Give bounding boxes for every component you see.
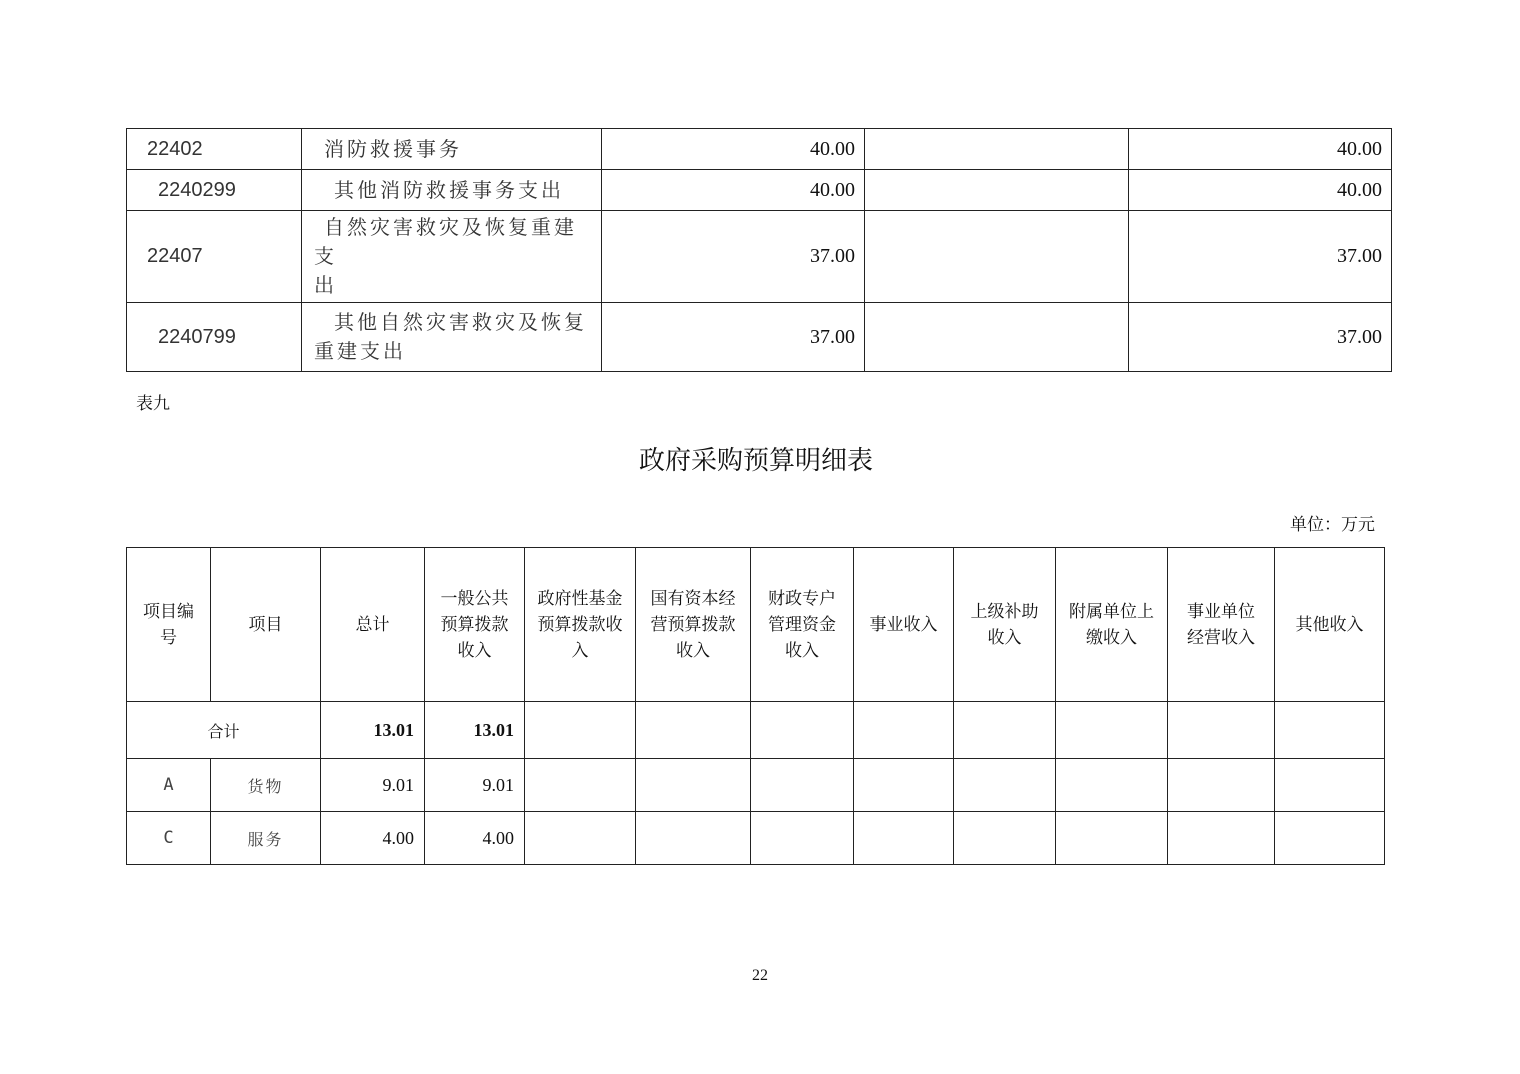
empty-cell [751,759,854,812]
empty-cell [1056,812,1168,865]
row-general-budget: 4.00 [425,812,525,865]
header-general-budget: 一般公共 预算拨款 收入 [425,548,525,702]
row-total: 4.00 [321,812,425,865]
table-row [127,759,1385,812]
empty-cell [636,759,751,812]
empty-cell [525,702,636,759]
header-special-account: 财政专户 管理资金 收入 [751,548,854,702]
subject-name: 其他自然灾害救灾及恢复 重建支出 [302,303,602,372]
project-code: C [127,812,211,865]
amount-cell [865,129,1129,170]
header-state-capital: 国有资本经 营预算拨款 收入 [636,548,751,702]
header-project: 项目 [211,548,321,702]
amount-cell [865,211,1129,303]
subject-code: 22402 [127,129,302,170]
row-general-budget: 9.01 [425,759,525,812]
amount-cell: 40.00 [602,170,865,211]
empty-cell [636,812,751,865]
total-row [127,702,1385,759]
empty-cell [954,759,1056,812]
empty-cell [1056,702,1168,759]
empty-cell [1056,759,1168,812]
empty-cell [854,759,954,812]
empty-cell [854,812,954,865]
amount-cell: 37.00 [1129,303,1392,372]
empty-cell [854,702,954,759]
empty-cell [751,812,854,865]
subject-code: 2240299 [127,170,302,211]
header-gov-fund: 政府性基金 预算拨款收 入 [525,548,636,702]
project-name: 服务 [211,812,321,865]
empty-cell [1275,702,1385,759]
amount-cell [865,303,1129,372]
amount-cell: 37.00 [1129,211,1392,303]
project-code: A [127,759,211,812]
unit-label: 单位：万元 [1290,515,1375,535]
header-affiliated-income: 附属单位上 缴收入 [1056,548,1168,702]
table-row [127,303,1392,372]
empty-cell [751,702,854,759]
procurement-budget-table [126,547,1385,865]
empty-cell [1168,759,1275,812]
empty-cell [954,702,1056,759]
page-number: 22 [752,967,768,984]
amount-cell: 40.00 [1129,129,1392,170]
empty-cell [954,812,1056,865]
table-row [127,129,1392,170]
project-name: 货物 [211,759,321,812]
empty-cell [1168,702,1275,759]
table-row [127,812,1385,865]
expenditure-table [126,128,1392,372]
amount-cell: 37.00 [602,303,865,372]
empty-cell [1275,759,1385,812]
table-row [127,170,1392,211]
subject-code: 2240799 [127,303,302,372]
page-title: 政府采购预算明细表 [638,446,873,476]
table-caption: 表九 [136,394,170,414]
header-superior-subsidy: 上级补助 收入 [954,548,1056,702]
empty-cell [525,759,636,812]
header-operating-income: 事业单位 经营收入 [1168,548,1275,702]
subject-code: 22407 [127,211,302,303]
row-total: 9.01 [321,759,425,812]
subject-name: 其他消防救援事务支出 [302,170,602,211]
empty-cell [1275,812,1385,865]
total-label: 合计 [127,702,321,759]
empty-cell [636,702,751,759]
amount-cell [865,170,1129,211]
header-row [127,548,1385,702]
total-amount: 13.01 [321,702,425,759]
amount-cell: 37.00 [602,211,865,303]
subject-name: 自然灾害救灾及恢复重建支 出 [302,211,602,303]
total-general-budget: 13.01 [425,702,525,759]
empty-cell [525,812,636,865]
amount-cell: 40.00 [1129,170,1392,211]
header-total: 总计 [321,548,425,702]
header-business-income: 事业收入 [854,548,954,702]
header-other-income: 其他收入 [1275,548,1385,702]
amount-cell: 40.00 [602,129,865,170]
table-row [127,211,1392,303]
subject-name: 消防救援事务 [302,129,602,170]
header-project-code: 项目编 号 [127,548,211,702]
empty-cell [1168,812,1275,865]
